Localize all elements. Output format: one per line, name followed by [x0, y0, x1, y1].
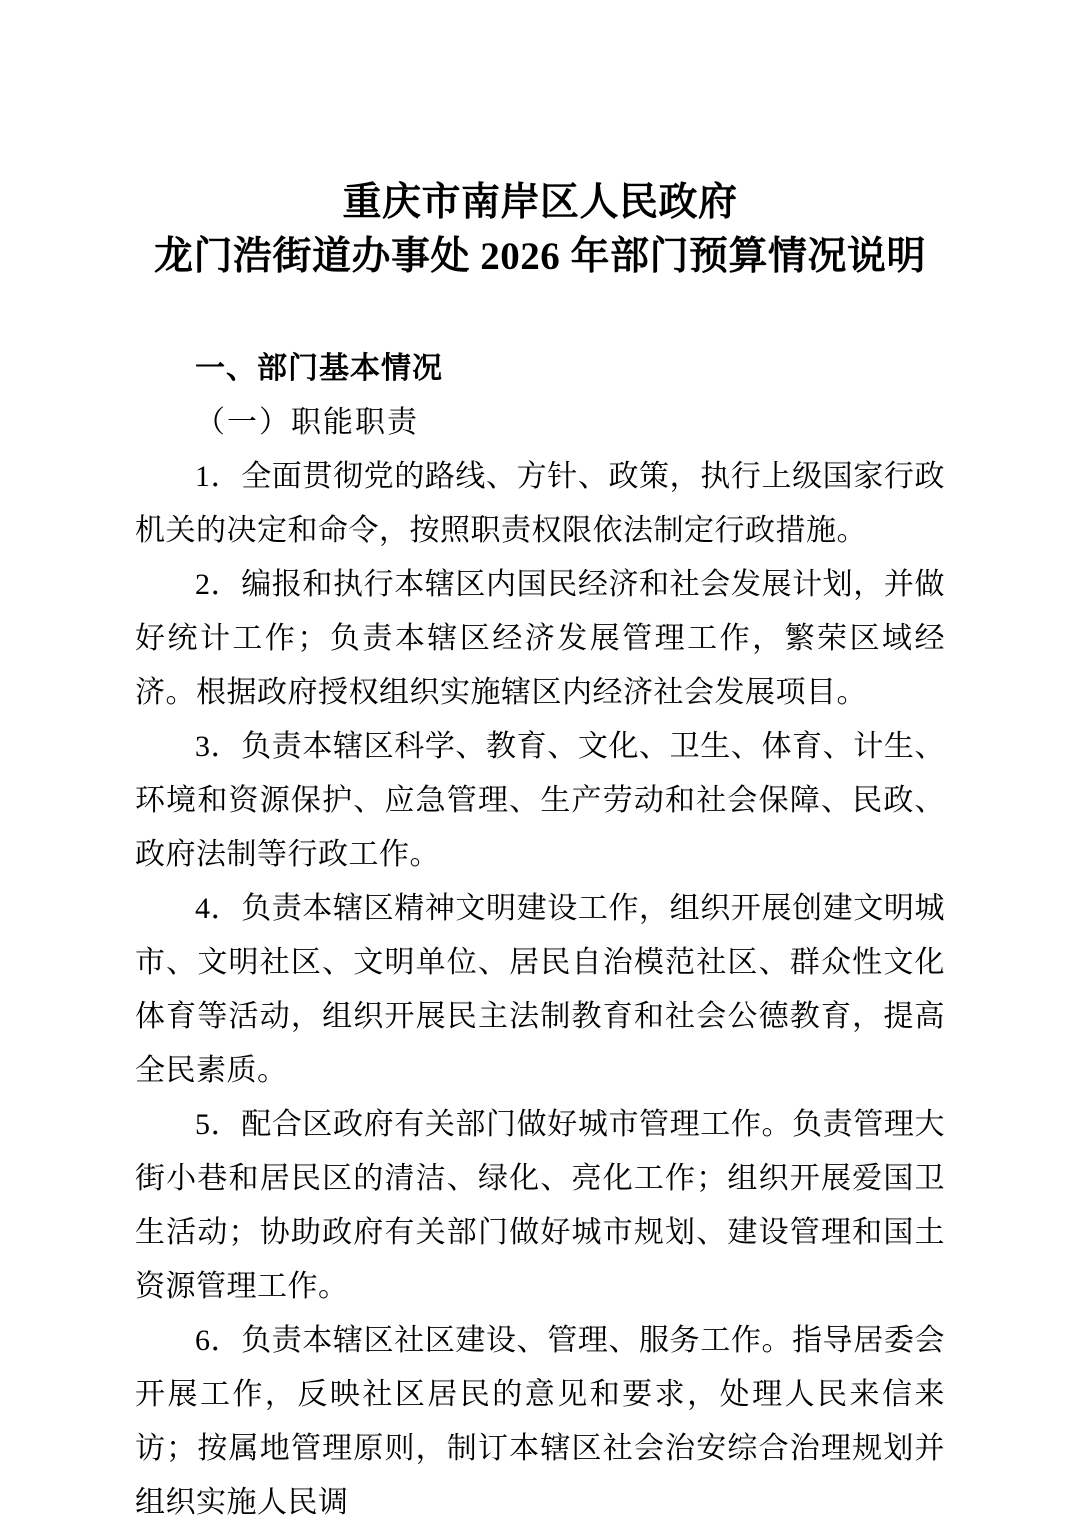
- section-heading: 一、部门基本情况: [195, 351, 443, 386]
- body-paragraph-5: 5．配合区政府有关部门做好城市管理工作。负责管理大街小巷和居民区的清洁、绿化、亮化工作；组织开展爱国卫生活动；协助政府有关部门做好城市规划、建设管理和国土资源管理工作。: [135, 1108, 945, 1303]
- body-paragraph-3: 3．负责本辖区科学、教育、文化、卫生、体育、计生、环境和资源保护、应急管理、生产劳动和社会保障、民政、政府法制等行政工作。: [135, 730, 945, 871]
- subsection-heading: （一）职能职责: [195, 406, 419, 439]
- body-paragraph-6: 6．负责本辖区社区建设、管理、服务工作。指导居委会开展工作，反映社区居民的意见和要求，处理人民来信来访；按属地管理原则，制订本辖区社会治安综合治理规划并组织实施人民调: [135, 1324, 945, 1519]
- body-paragraph-4: 4．负责本辖区精神文明建设工作，组织开展创建文明城市、文明社区、文明单位、居民自治模范社区、群众性文化体育等活动，组织开展民主法制教育和社会公德教育，提高全民素质。: [135, 892, 945, 1087]
- document-title: [135, 176, 945, 284]
- document-title-line1: 重庆市南岸区人民政府: [342, 181, 738, 224]
- body-paragraph-1: 1．全面贯彻党的路线、方针、政策，执行上级国家行政机关的决定和命令，按照职责权限依法制定行政措施。: [135, 460, 945, 547]
- document-title-line2: 龙门浩街道办事处 2026 年部门预算情况说明: [153, 235, 926, 278]
- body-paragraph-2: 2．编报和执行本辖区内国民经济和社会发展计划，并做好统计工作；负责本辖区经济发展管理工作，繁荣区域经济。根据政府授权组织实施辖区内经济社会发展项目。: [135, 568, 945, 709]
